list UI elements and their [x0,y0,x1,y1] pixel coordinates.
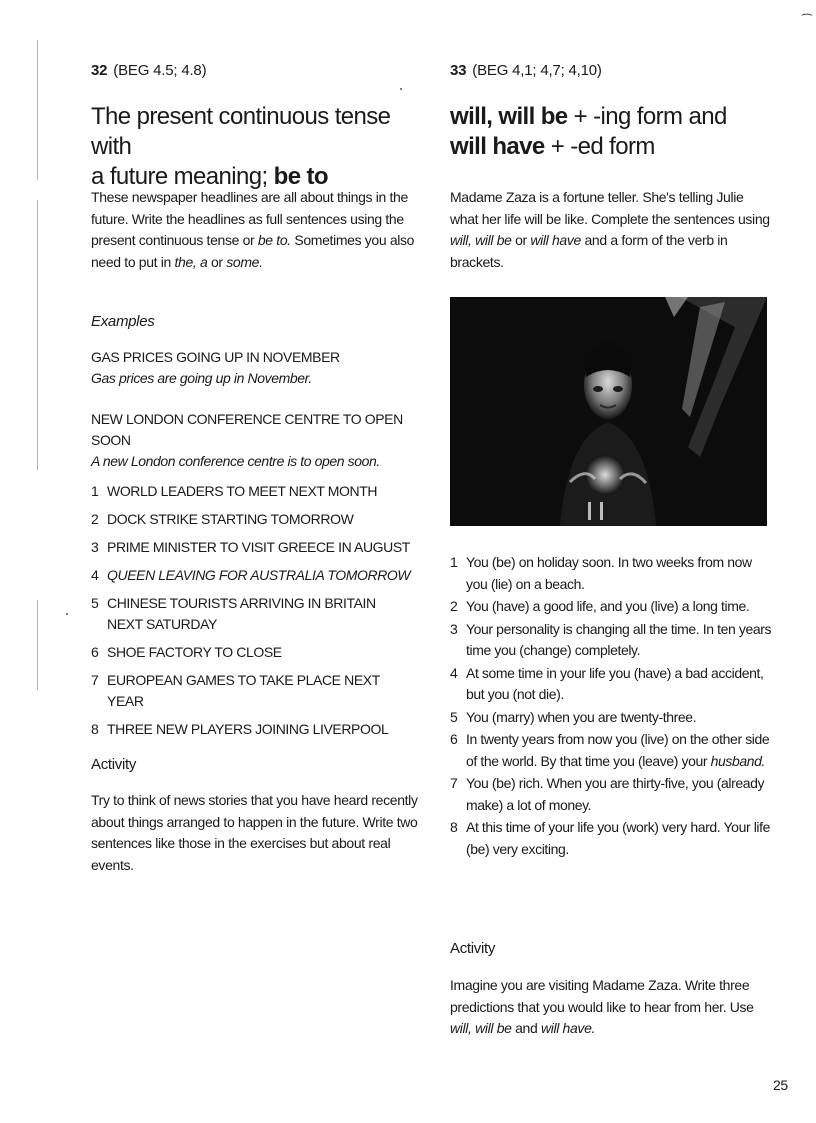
scan-speck [400,88,402,90]
item-text: CHINESE TOURISTS ARRIVING IN BRITAIN NEXT SATURDAY [107,595,376,632]
headline-item [91,537,411,558]
scan-margin-line [37,40,38,180]
item-text [466,598,749,614]
scan-corner-mark: ⁔ [802,2,812,16]
item-text [466,731,769,769]
title-line: The present continuous tense with [91,103,391,160]
unit-32-reference [91,62,206,79]
title-line: + -ing form and [567,103,727,130]
text-run: You (marry) when you are twenty-three. [466,708,697,725]
headline-item [91,565,411,586]
unit-number: 32 [91,62,108,79]
item-number: 6 [91,644,99,660]
unit-32-title [91,102,431,192]
headline-item [91,642,411,663]
text-run: be to. [257,232,291,248]
text-run: You (be) rich. When you are thirty-five, you (already make) a lot of money. [466,775,765,813]
example-2 [91,409,431,472]
sentence-item [450,596,775,618]
text-run: husband. [710,752,766,769]
item-text [466,709,696,725]
item-text [466,775,764,813]
item-text: QUEEN LEAVING FOR AUSTRALIA TOMORROW [107,567,411,583]
example-1 [91,347,431,389]
text-run: some. [226,253,263,270]
text-run: or [207,253,227,270]
title-line: + -ed form [544,133,655,160]
examples-heading: Examples [91,313,155,330]
item-text: PRIME MINISTER TO VISIT GREECE IN AUGUST [107,539,410,555]
sentence-item [450,663,775,706]
text-run: At this time of your life you (work) very hard. Your life (be) very exciting. [466,819,770,857]
item-text [466,665,763,703]
unit-33-title [450,102,780,162]
text-run: and a form of the verb in brackets. [450,232,728,270]
item-number: 5 [91,595,99,611]
item-number: 1 [450,554,458,570]
title-bold: will have [450,133,545,160]
example-headline: GAS PRICES GOING UP IN NOVEMBER [91,349,340,365]
item-text: DOCK STRIKE STARTING TOMORROW [107,511,354,527]
item-text: WORLD LEADERS TO MEET NEXT MONTH [107,483,378,499]
sentence-item [450,619,775,662]
item-number: 5 [450,708,458,725]
example-headline: NEW LONDON CONFERENCE CENTRE TO OPEN SOON [91,411,403,448]
item-text: THREE NEW PLAYERS JOINING LIVERPOOL [107,721,389,737]
text-run: will have. [540,1020,596,1036]
activity-heading: Activity [91,756,137,773]
example-answer: A new London conference centre is to open soon. [91,453,380,469]
text-run: Imagine you are visiting Madame Zaza. Write three predictions that you would like to hear from her. Use [450,977,754,1015]
item-text: EUROPEAN GAMES TO TAKE PLACE NEXT YEAR [107,672,380,709]
sentence-item [450,773,775,816]
unit-ref: (BEG 4,1; 4,7; 4,10) [472,62,602,79]
sentence-item [450,707,775,729]
text-run: At some time in your life you (have) a bad accident, but you (not die). [466,664,764,702]
title-line: a future meaning; [91,163,274,190]
text-run: will, will be [450,232,512,248]
fortune-teller-photo [450,297,767,526]
text-run: In twenty years from now you (live) on the other side of the world. By that time you (leave) your [466,731,770,769]
item-number: 7 [450,775,458,791]
text-run: These newspaper headlines are all about things in the future. Write the headlines as full sentences using the present continuous tense or [91,189,408,248]
unit-33-activity-text [450,975,770,1040]
unit-number: 33 [450,62,467,79]
headline-item [91,670,411,712]
title-bold: will, will be [450,103,568,130]
fortune-teller-photo-art [450,297,767,526]
unit-32-activity-text: Try to think of news stories that you have heard recently about things arranged to happen in the future. Write two sentences like those in the exercises but about real events. [91,792,418,873]
headline-item [91,593,411,635]
headline-item [91,719,411,740]
headline-list [91,481,411,747]
text-run: You (have) a good life, and you (live) a long time. [466,598,750,614]
text-run: or [511,232,531,248]
item-number: 8 [91,721,99,737]
unit-33-reference [450,62,602,79]
scan-margin-line [37,600,38,690]
text-run: will have [530,232,581,248]
page-number: 25 [773,1077,788,1093]
sentence-list [450,552,775,861]
item-number: 8 [450,819,458,835]
sentence-item [450,817,775,860]
text-run: Madame Zaza is a fortune teller. She's telling Julie what her life will be like. Complete the sentences using [450,189,770,227]
headline-item [91,481,411,502]
unit-33-instructions [450,187,775,273]
text-run: will, will be [450,1020,512,1036]
activity-heading: Activity [450,940,496,957]
title-bold: be to [273,163,328,190]
item-text [466,819,770,857]
item-number: 1 [91,483,99,499]
text-run: Sometimes you also need to put in [91,232,415,270]
sentence-item [450,729,775,772]
item-text: SHOE FACTORY TO CLOSE [107,644,282,660]
text-run: the, a [174,253,208,270]
item-number: 3 [450,620,458,637]
item-text [466,554,752,592]
sentence-item [450,552,775,595]
unit-ref: (BEG 4.5; 4.8) [113,62,207,79]
text-run: Your personality is changing all the time. In ten years time you (change) completely. [466,620,772,658]
item-number: 4 [91,567,99,583]
text-run: and [511,1020,541,1036]
scan-margin-line [37,200,38,470]
unit-32-instructions [91,187,423,273]
example-answer: Gas prices are going up in November. [91,370,312,386]
text-run: You (be) on holiday soon. In two weeks from now you (lie) on a beach. [466,554,752,592]
item-number: 7 [91,672,99,688]
headline-item [91,509,411,530]
item-number: 2 [91,511,99,527]
item-number: 3 [91,539,99,555]
scan-speck [66,613,68,615]
item-number: 2 [450,598,458,614]
item-number: 6 [450,731,458,747]
item-text [466,621,771,659]
item-number: 4 [450,664,458,681]
